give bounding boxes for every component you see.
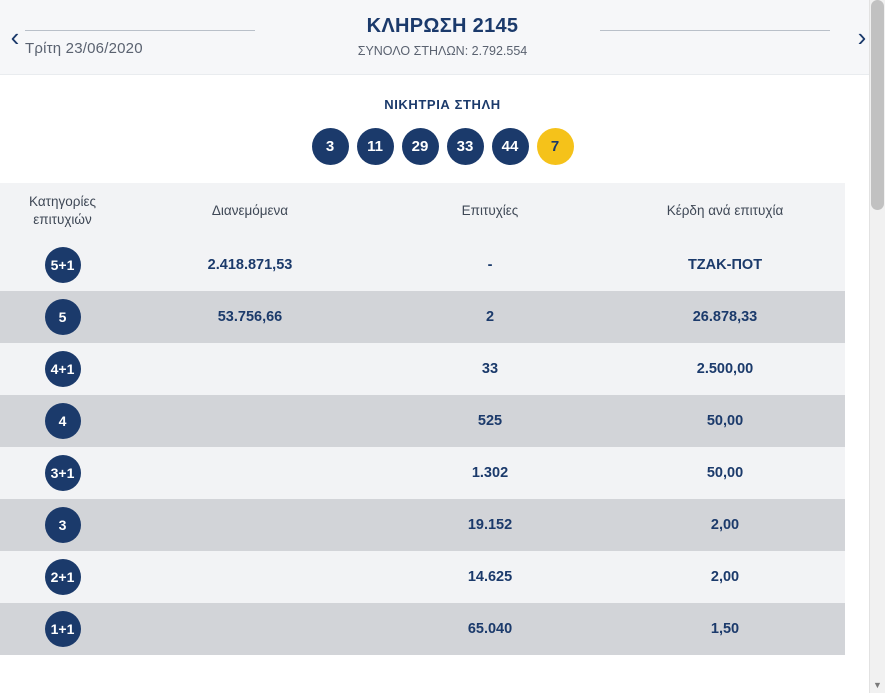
prize-cell: 2,00 [710, 569, 740, 585]
prize-cell: ΤΖΑΚ-ΠΟΤ [687, 257, 763, 273]
table-row [0, 603, 845, 655]
wins-cell: 19.152 [467, 517, 513, 533]
draw-date: Τρίτη 23/06/2020 [25, 40, 143, 57]
wins-cell: 1.302 [471, 465, 509, 481]
table-header-row [0, 183, 845, 239]
scroll-down-arrow-icon[interactable]: ▼ [873, 680, 882, 690]
table-row [0, 291, 845, 343]
table-row [0, 447, 845, 499]
category-badge: 5+1 [45, 247, 81, 283]
prize-cell: 2,00 [710, 517, 740, 533]
table-row [0, 395, 845, 447]
next-draw-arrow[interactable]: › [857, 22, 867, 52]
prize-cell: 50,00 [706, 465, 744, 481]
category-cell [0, 403, 125, 439]
winning-number-ball: 33 [447, 128, 484, 165]
category-badge: 3 [45, 507, 81, 543]
distributed-cell: 2.418.871,53 [207, 257, 293, 273]
wins-cell: 33 [481, 361, 499, 377]
draw-title-block [358, 15, 528, 58]
column-header-distributed: Διανεμόμενα [211, 203, 289, 219]
wins-cell: - [487, 257, 493, 273]
draw-total-columns: ΣΥΝΟΛΟ ΣΤΗΛΩΝ: 2.792.554 [357, 43, 528, 58]
column-header-prize: Κέρδη ανά επιτυχία [666, 203, 784, 219]
column-header-category: Κατηγορίες επιτυχιών [29, 194, 96, 227]
table-row [0, 343, 845, 395]
category-badge: 3+1 [45, 455, 81, 491]
draw-header [0, 0, 885, 75]
winning-numbers [0, 128, 885, 165]
category-cell [0, 455, 125, 491]
winning-number-ball: 11 [357, 128, 394, 165]
prize-cell: 50,00 [706, 413, 744, 429]
category-badge: 2+1 [45, 559, 81, 595]
scrollbar-thumb[interactable] [871, 0, 884, 210]
category-badge: 4 [45, 403, 81, 439]
draw-title: ΚΛΗΡΩΣΗ 2145 [366, 14, 519, 37]
category-cell [0, 559, 125, 595]
category-cell [0, 351, 125, 387]
wins-cell: 525 [477, 413, 503, 429]
category-cell [0, 611, 125, 647]
page-scrollbar[interactable] [869, 0, 885, 693]
joker-number-ball: 7 [537, 128, 574, 165]
category-badge: 4+1 [45, 351, 81, 387]
table-row [0, 239, 845, 291]
category-cell [0, 299, 125, 335]
winning-number-ball: 29 [402, 128, 439, 165]
wins-cell: 2 [485, 309, 495, 325]
distributed-cell: 53.756,66 [217, 309, 283, 325]
category-cell [0, 247, 125, 283]
winning-number-ball: 44 [492, 128, 529, 165]
prize-breakdown-table [0, 183, 845, 655]
previous-draw-arrow[interactable]: ‹ [10, 22, 20, 52]
winning-row-section [0, 75, 885, 183]
prize-cell: 26.878,33 [692, 309, 758, 325]
column-header-wins: Επιτυχίες [461, 203, 519, 219]
wins-cell: 14.625 [467, 569, 513, 585]
prize-cell: 1,50 [710, 621, 740, 637]
winning-row-title: ΝΙΚΗΤΡΙΑ ΣΤΗΛΗ [384, 97, 501, 112]
category-cell [0, 507, 125, 543]
table-row [0, 551, 845, 603]
winning-number-ball: 3 [312, 128, 349, 165]
table-row [0, 499, 845, 551]
header-right-divider [600, 30, 830, 49]
prize-cell: 2.500,00 [696, 361, 754, 377]
category-badge: 1+1 [45, 611, 81, 647]
wins-cell: 65.040 [467, 621, 513, 637]
category-badge: 5 [45, 299, 81, 335]
